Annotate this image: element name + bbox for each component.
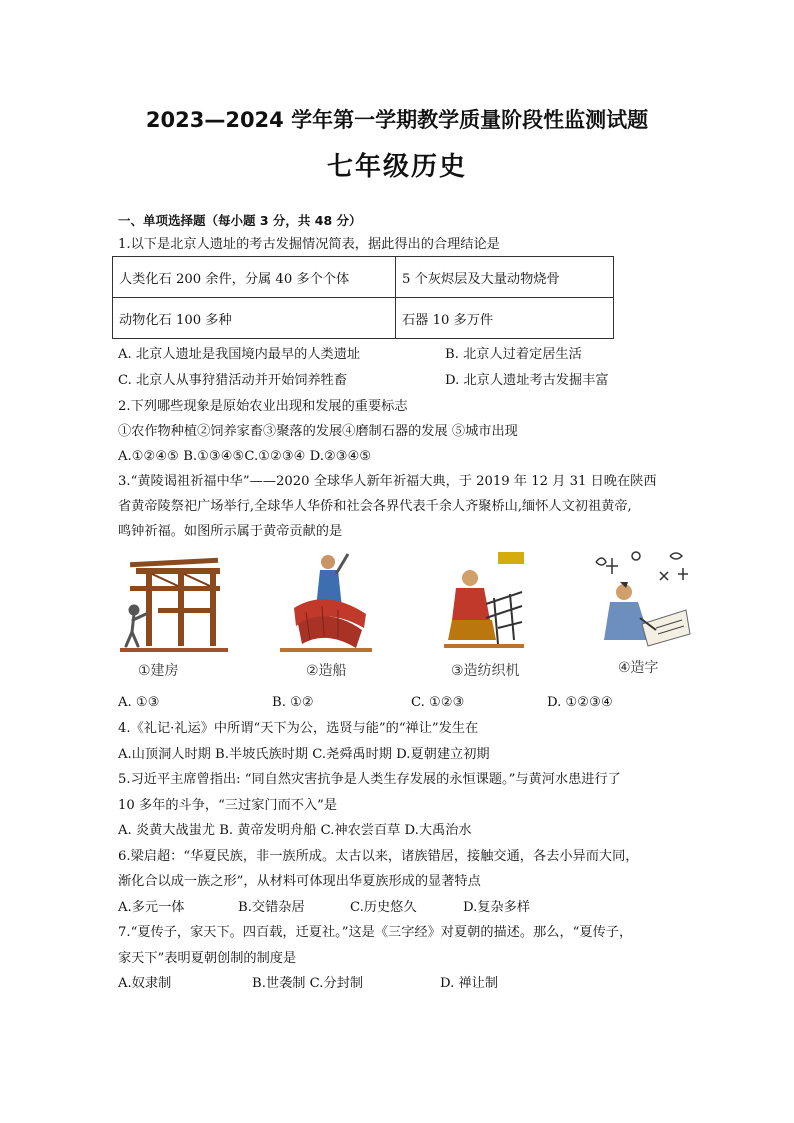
q1-option-c: C. 北京人从事狩猎活动并开始饲养牲畜: [118, 373, 348, 388]
q6-stem-line2: 渐化合以成一族之形”，从材料可体现出华夏族形成的显著特点: [118, 874, 481, 889]
q2-items: ①农作物种植②饲养家畜③聚落的发展④磨制石器的发展 ⑤城市出现: [118, 424, 518, 439]
table-cell: 人类化石 200 余件，分属 40 多个个体: [113, 257, 396, 298]
exam-subtitle: 七年级历史: [326, 152, 467, 182]
q1-stem: 1.以下是北京人遗址的考古发掘情况简表，据此得出的合理结论是: [118, 237, 500, 252]
q7-option-a: A.奴隶制: [118, 976, 172, 991]
table-cell: 5 个灰烬层及大量动物烧骨: [396, 257, 614, 298]
q6-stem-line1: 6.梁启超：“华夏民族，非一族所成。太古以来，诸族错居，接触交通，各去小异而大同，: [118, 849, 639, 864]
q7-stem-line2: 家天下”表明夏朝创制的制度是: [118, 951, 297, 966]
loom-illustration: [436, 548, 526, 656]
q5-options: A. 炎黄大战蚩尤 B. 黄帝发明舟船 C.神农尝百草 D.大禹治水: [118, 823, 472, 838]
q7-option-bc: B.世袭制 C.分封制: [252, 976, 364, 991]
table-cell: 石器 10 多万件: [396, 298, 614, 339]
caption-house: ①建房: [138, 663, 179, 679]
q4-options: A.山顶洞人时期 B.半坡氏族时期 C.尧舜禹时期 D.夏朝建立初期: [118, 747, 490, 762]
q3-stem-line1: 3.“黄陵谒祖祈福中华”——2020 全球华人新年祈福大典，于 2019 年 12 月 31 日晚在陕西: [118, 474, 657, 489]
q4-stem: 4.《礼记·礼运》中所谓“天下为公，选贤与能”的“禅让”发生在: [118, 721, 479, 736]
q3-stem-line3: 鸣钟祈福。如图所示属于黄帝贡献的是: [118, 524, 343, 539]
character-creation-illustration: [590, 548, 694, 656]
q3-option-d: D. ①②③④: [547, 695, 613, 710]
q7-stem-line1: 7.“夏传子，家天下。四百载，迁夏社。”这是《三字经》对夏朝的描述。那么，“夏传子，: [118, 925, 633, 940]
q6-option-a: A.多元一体: [118, 900, 185, 915]
caption-loom: ③造纺织机: [451, 663, 520, 679]
q6-option-d: D.复杂多样: [463, 900, 531, 915]
section-heading: 一、单项选择题（每小题 3 分，共 48 分）: [118, 213, 362, 228]
q5-stem-line1: 5.习近平主席曾指出: “同自然灾害抗争是人类生存发展的永恒课题。”与黄河水患进行了: [118, 772, 621, 787]
house-building-illustration: [118, 548, 230, 656]
table-cell: 动物化石 100 多种: [113, 298, 396, 339]
table-row: [113, 298, 614, 339]
q3-option-c: C. ①②③: [411, 695, 465, 710]
q3-option-a: A. ①③: [118, 695, 160, 710]
q1-option-d: D. 北京人遗址考古发掘丰富: [445, 373, 609, 388]
exam-title: 2023—2024 学年第一学期教学质量阶段性监测试题: [145, 108, 649, 132]
q2-options: A.①②④⑤ B.①③④⑤C.①②③④ D.②③④⑤: [118, 449, 372, 464]
q5-stem-line2: 10 多年的斗争，“三过家门而不入”是: [118, 798, 338, 813]
q7-option-d: D. 禅让制: [440, 976, 499, 991]
table-row: [113, 257, 614, 298]
q2-stem: 2.下列哪些现象是原始农业出现和发展的重要标志: [118, 399, 408, 414]
q3-option-b: B. ①②: [272, 695, 314, 710]
boat-building-illustration: [276, 548, 376, 656]
caption-boat: ②造船: [306, 663, 347, 679]
q6-option-b: B.交错杂居: [238, 900, 305, 915]
q3-stem-line2: 省黄帝陵祭祀广场举行,全球华人华侨和社会各界代表千余人齐聚桥山,缅怀人文初祖黄帝,: [118, 499, 632, 514]
q6-option-c: C.历史悠久: [350, 900, 417, 915]
q1-evidence-table: [112, 256, 614, 339]
q1-option-b: B. 北京人过着定居生活: [445, 347, 582, 362]
caption-writing: ④造字: [618, 660, 659, 676]
q1-option-a: A. 北京人遗址是我国境内最早的人类遗址: [118, 347, 361, 362]
